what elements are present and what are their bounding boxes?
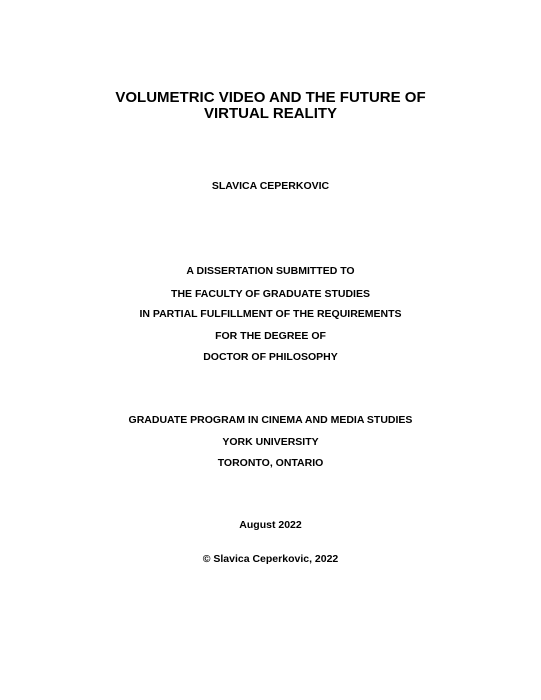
submission-line-1: A DISSERTATION SUBMITTED TO <box>186 265 355 277</box>
submission-line-3: IN PARTIAL FULFILLMENT OF THE REQUIREMENTS <box>139 308 402 320</box>
title-line-2: VIRTUAL REALITY <box>203 105 338 122</box>
copyright-notice: © Slavica Ceperkovic, 2022 <box>202 553 339 565</box>
author-name: SLAVICA CEPERKOVIC <box>211 180 330 192</box>
submission-date: August 2022 <box>239 519 302 531</box>
university-location: TORONTO, ONTARIO <box>217 457 324 469</box>
submission-line-5: DOCTOR OF PHILOSOPHY <box>203 351 338 363</box>
title-line-1: VOLUMETRIC VIDEO AND THE FUTURE OF <box>115 89 426 106</box>
submission-line-2: THE FACULTY OF GRADUATE STUDIES <box>171 288 370 300</box>
program-name: GRADUATE PROGRAM IN CINEMA AND MEDIA STUDIES <box>128 414 413 426</box>
university-name: YORK UNIVERSITY <box>222 436 319 448</box>
submission-line-4: FOR THE DEGREE OF <box>215 330 326 342</box>
